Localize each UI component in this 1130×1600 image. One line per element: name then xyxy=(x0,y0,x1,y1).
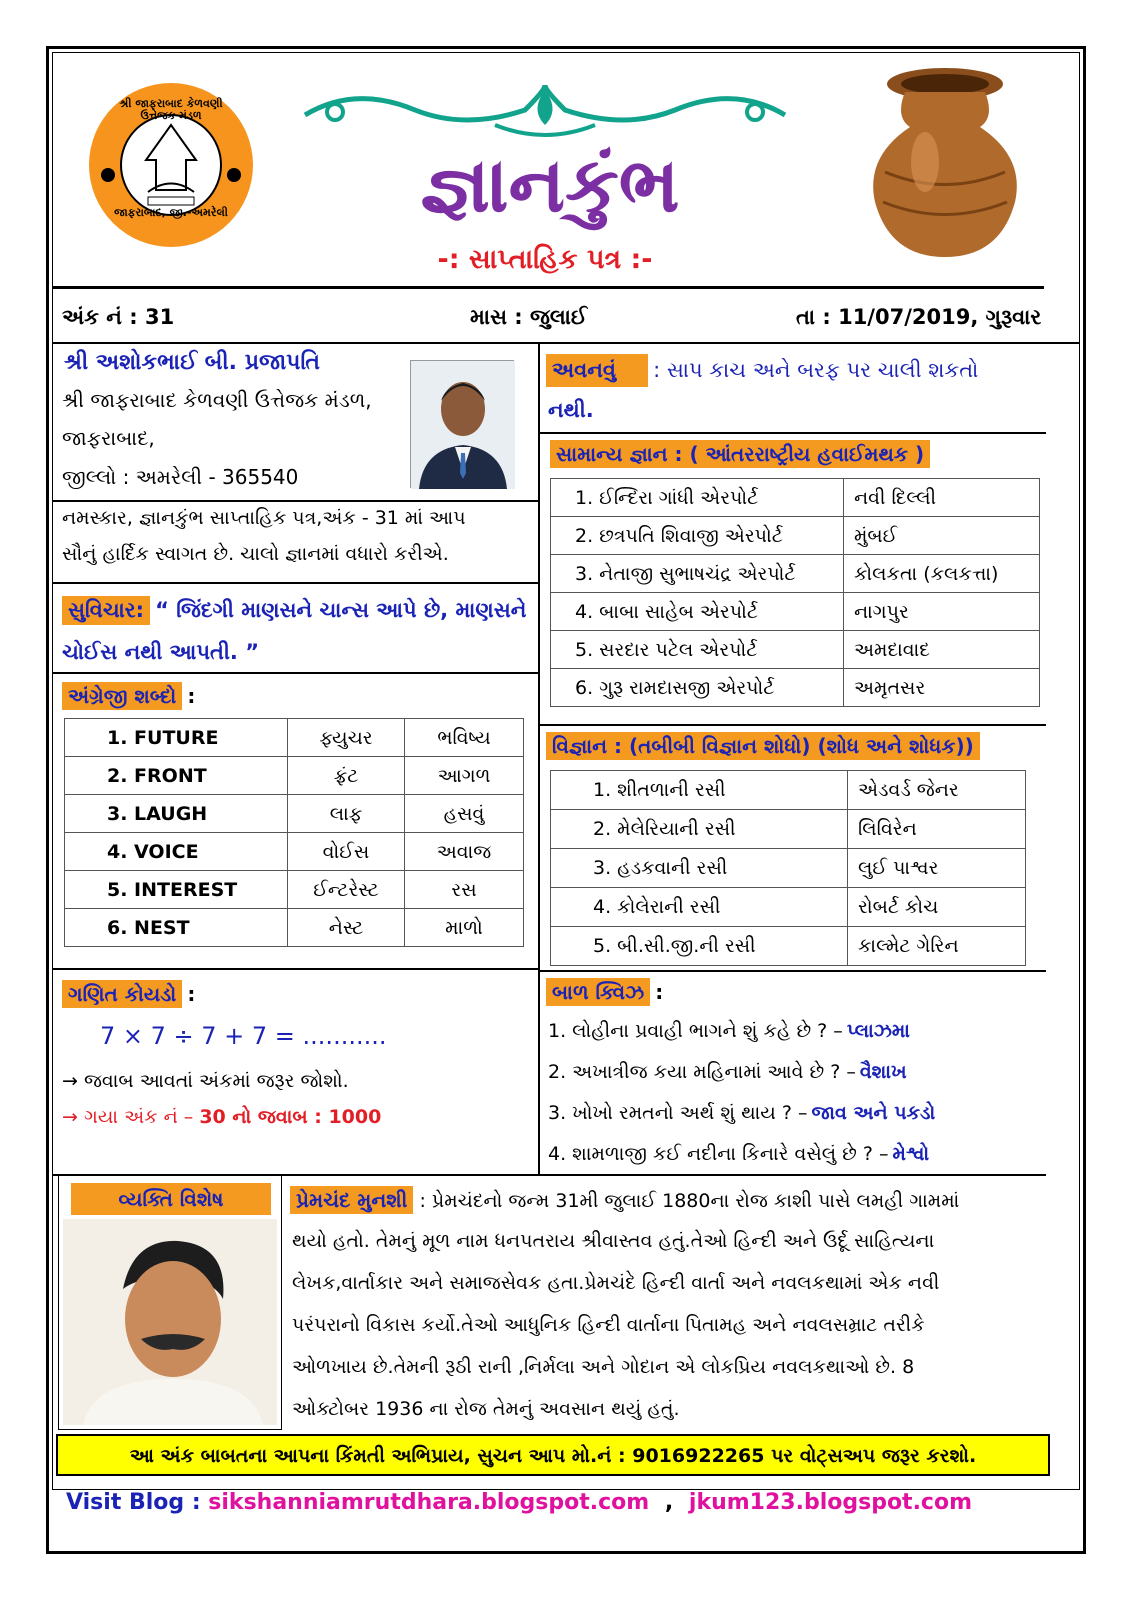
table-row xyxy=(65,795,524,833)
person-line1: : પ્રેમચંદનો જન્મ 31મી જુલાઈ 1880ના રોજ કાશી પાસે લમહી ગામમાં xyxy=(419,1190,960,1212)
english-word: 2. FRONT xyxy=(65,757,288,795)
newsletter-subtitle: -: સાપ્તાહિક પત્ર :- xyxy=(437,244,653,275)
person-section-label: વ્યક્તિ વિશેષ xyxy=(71,1183,271,1215)
table-row xyxy=(65,757,524,795)
infobar-rule xyxy=(52,342,1080,344)
math-label: ગણિત કોયડો xyxy=(62,980,182,1008)
word-meaning: અવાજ xyxy=(405,833,524,871)
editor-rule xyxy=(52,500,538,502)
airport-city: નવી દિલ્લી xyxy=(844,479,1040,517)
airport-city: અમદાવાદ xyxy=(844,631,1040,669)
gk-heading xyxy=(550,440,930,468)
vaccine-name: 2. મેલેરિયાની રસી xyxy=(551,810,848,849)
table-row xyxy=(65,719,524,757)
science-table xyxy=(550,770,1026,966)
airport-name: 2. છત્રપતિ શિવાજી એરપોર્ટ xyxy=(551,517,844,555)
table-row xyxy=(65,871,524,909)
english-word: 3. LAUGH xyxy=(65,795,288,833)
quiz-colon: : xyxy=(655,980,664,1004)
word-pronunciation: નેસ્ટ xyxy=(288,909,405,947)
person-line1-wrap xyxy=(290,1186,1050,1214)
vaccine-inventor: એડવર્ડ જેનર xyxy=(848,771,1026,810)
gk-table xyxy=(550,478,1040,707)
english-words-heading xyxy=(62,682,195,710)
science-label: વિજ્ઞાન : (તબીબી વિજ્ઞાન શોધો) (શોધ અને શોધક)) xyxy=(546,732,980,760)
list-item xyxy=(548,1061,907,1083)
word-pronunciation: ઈન્ટરેસ્ટ xyxy=(288,871,405,909)
person-line3: લેખક,વાર્તાકાર અને સમાજસેવક હતા.પ્રેમચંદે હિન્દી વાર્તા અને નવલકથામાં એક નવી xyxy=(292,1272,940,1294)
editor-address-line2: જાફરાબાદ, xyxy=(62,426,155,450)
english-words-table xyxy=(64,718,524,947)
table-row xyxy=(551,593,1040,631)
issue-number: અંક નં : 31 xyxy=(62,305,175,329)
table-row xyxy=(551,771,1026,810)
airport-city: મુંબઈ xyxy=(844,517,1040,555)
table-row xyxy=(551,479,1040,517)
gk-rule xyxy=(540,724,1046,726)
word-pronunciation: ફ્રંટ xyxy=(288,757,405,795)
airport-city: કોલકતા (કલકત્તા) xyxy=(844,555,1040,593)
table-row xyxy=(551,555,1040,593)
table-row xyxy=(551,669,1040,707)
avanavu-section xyxy=(546,354,1046,387)
list-item xyxy=(548,1020,910,1042)
quiz-heading xyxy=(546,978,663,1006)
airport-city: નાગપુર xyxy=(844,593,1040,631)
table-row xyxy=(65,909,524,947)
table-row xyxy=(65,833,524,871)
school-logo xyxy=(86,80,256,250)
vaccine-inventor: રોબર્ટ કોચ xyxy=(848,888,1026,927)
quiz-answer: મેશ્વો xyxy=(892,1143,930,1165)
math-colon: : xyxy=(187,982,196,1006)
airport-city: અમૃતસર xyxy=(844,669,1040,707)
avanavu-line1: : સાપ કાચ અને બરફ પર ચાલી શકતો xyxy=(653,358,979,382)
blog-line xyxy=(66,1490,972,1515)
list-item xyxy=(548,1102,935,1124)
vaccine-inventor: લિવિરેન xyxy=(848,810,1026,849)
vaccine-name: 5. બી.સી.જી.ની રસી xyxy=(551,927,848,966)
quiz-answer: જાવ અને પકડો xyxy=(811,1102,936,1124)
quiz-question: 1. લોહીના પ્રવાહી ભાગને શું કહે છે ? – xyxy=(548,1020,843,1042)
logo-ring-text: શ્રી જાફરાબાદ કેળવણી ઉત્તેજક મંડળ xyxy=(119,97,223,122)
math-equation: 7 × 7 ÷ 7 + 7 = ........... xyxy=(100,1022,387,1050)
suvichar-line2: ચોઈસ નથી આપતી. ” xyxy=(62,640,260,664)
table-row xyxy=(551,631,1040,669)
person-box xyxy=(58,1174,282,1430)
airport-name: 4. બાબા સાહેબ એરપોર્ટ xyxy=(551,593,844,631)
quiz-label: બાળ ક્વિઝ xyxy=(546,978,650,1006)
editor-portrait-icon xyxy=(411,361,515,489)
table-row xyxy=(551,888,1026,927)
suvichar-rule xyxy=(52,672,538,674)
blog-separator: , xyxy=(664,1490,674,1515)
word-meaning: ભવિષ્ય xyxy=(405,719,524,757)
math-heading xyxy=(62,980,195,1008)
word-meaning: માળો xyxy=(405,909,524,947)
table-row xyxy=(551,517,1040,555)
english-words-label: અંગ્રેજી શબ્દો xyxy=(62,682,182,710)
airport-name: 3. નેતાજી સુભાષચંદ્ર એરપોર્ટ xyxy=(551,555,844,593)
vaccine-name: 4. કોલેરાની રસી xyxy=(551,888,848,927)
vaccine-name: 3. હડકવાની રસી xyxy=(551,849,848,888)
editor-name: શ્રી અશોકભાઈ બી. પ્રજાપતિ xyxy=(64,350,320,375)
premchand-portrait-icon xyxy=(63,1219,277,1425)
pot-icon xyxy=(855,62,1035,262)
english-words-colon: : xyxy=(187,684,196,708)
suvichar-line1: “ જિંદગી માણસને ચાન્સ આપે છે, માણસને xyxy=(155,598,527,622)
airport-name: 5. સરદાર પટેલ એરપોર્ટ xyxy=(551,631,844,669)
quiz-question: 2. અખાત્રીજ કયા મહિનામાં આવે છે ? – xyxy=(548,1061,856,1083)
english-word: 6. NEST xyxy=(65,909,288,947)
issue-month: માસ : જુલાઈ xyxy=(470,305,588,329)
editor-photo xyxy=(410,360,514,488)
newsletter-title: જ્ઞાનકુંભ xyxy=(420,140,680,229)
gk-label: સામાન્ય જ્ઞાન : ( આંતરરાષ્ટ્રીય હવાઈમથક ) xyxy=(550,440,930,468)
logo-bottom-text: જાફરાબાદ, જી.-અમરેલી xyxy=(114,206,228,219)
welcome-line1: નમસ્કાર, જ્ઞાનકુંભ સાપ્તાહિક પત્ર,અંક - 31 માં આપ xyxy=(62,507,466,529)
blog-link-1[interactable]: sikshanniamrutdhara.blogspot.com xyxy=(208,1490,650,1515)
kumbh-pot-image xyxy=(855,62,1035,262)
table-row xyxy=(551,849,1026,888)
person-name: પ્રેમચંદ મુનશી xyxy=(290,1186,413,1214)
math-previous-answer xyxy=(62,1106,381,1128)
avanavu-label: અવનવું xyxy=(546,354,648,387)
vaccine-inventor: લુઈ પાશ્વર xyxy=(848,849,1026,888)
blog-label: Visit Blog : xyxy=(66,1490,201,1515)
english-word: 5. INTEREST xyxy=(65,871,288,909)
word-meaning: હસવું xyxy=(405,795,524,833)
header-rule xyxy=(52,286,1044,289)
person-line4: પરંપરાનો વિકાસ કર્યો.તેઓ આધુનિક હિન્દી વાર્તાના પિતામહ અને નવલસમ્રાટ તરીકે xyxy=(292,1314,925,1336)
vaccine-name: 1. શીતળાની રસી xyxy=(551,771,848,810)
quiz-question: 4. શામળાજી કઈ નદીના કિનારે વસેલું છે ? – xyxy=(548,1143,889,1165)
avanavu-rule xyxy=(540,432,1046,434)
prev-answer-prefix: → ગયા અંક નં – xyxy=(62,1106,200,1128)
words-rule xyxy=(52,968,538,970)
list-item xyxy=(548,1143,929,1165)
person-line2: થયો હતો. તેમનું મૂળ નામ ધનપતરાય શ્રીવાસ્તવ હતું.તેઓ હિન્દી અને ઉર્દૂ સાહિત્યના xyxy=(292,1230,935,1252)
issue-date: તા : 11/07/2019, ગુરૂવાર xyxy=(796,305,1042,329)
editor-address-line3: જીલ્લો : અમરેલી - 365540 xyxy=(62,465,299,489)
math-note: → જવાબ આવતાં અંકમાં જરૂર જોશો. xyxy=(62,1070,349,1092)
quiz-question: 3. ખોખો રમતનો અર્થ શું થાય ? – xyxy=(548,1102,808,1124)
word-meaning: રસ xyxy=(405,871,524,909)
quiz-answer: વૈશાખ xyxy=(859,1061,907,1083)
person-line5: ઓળખાય છે.તેમની રૂઠી રાની ,નિર્મલા અને ગોદાન એ લોકપ્રિય નવલકથાઓ છે. 8 xyxy=(292,1356,915,1378)
airport-name: 1. ઈન્દિરા ગાંધી એરપોર્ટ xyxy=(551,479,844,517)
editor-address-line1: શ્રી જાફરાબાદ કેળવણી ઉત્તેજક મંડળ, xyxy=(62,388,372,412)
blog-link-2[interactable]: jkum123.blogspot.com xyxy=(688,1490,973,1515)
avanavu-line2: નથી. xyxy=(548,398,594,422)
english-word: 1. FUTURE xyxy=(65,719,288,757)
suvichar-label: સુવિચાર: xyxy=(62,596,150,625)
table-row xyxy=(551,810,1026,849)
table-row xyxy=(551,927,1026,966)
english-word: 4. VOICE xyxy=(65,833,288,871)
welcome-line2: સૌનું હાર્દિક સ્વાગત છે. ચાલો જ્ઞાનમાં વધારો કરીએ. xyxy=(62,543,449,565)
airport-name: 6. ગુરૂ રામદાસજી એરપોર્ટ xyxy=(551,669,844,707)
science-heading xyxy=(546,732,980,760)
word-pronunciation: વોઈસ xyxy=(288,833,405,871)
feedback-notice: આ અંક બાબતના આપના કિંમતી અભિપ્રાય, સુચન આપ મો.નં : 9016922265 પર વોટ્સઅપ જરૂર કરશો. xyxy=(56,1434,1050,1476)
welcome-rule xyxy=(52,582,538,584)
suvichar-section xyxy=(62,596,532,625)
column-divider xyxy=(538,344,540,1174)
prev-answer-value: 30 નો જવાબ : 1000 xyxy=(199,1106,382,1128)
science-rule xyxy=(540,970,1046,972)
word-meaning: આગળ xyxy=(405,757,524,795)
person-line6: ઓક્ટોબર 1936 ના રોજ તેમનું અવસાન થયું હતું. xyxy=(292,1398,680,1420)
word-pronunciation: લાફ xyxy=(288,795,405,833)
quiz-answer: પ્લાઝમા xyxy=(846,1020,910,1042)
word-pronunciation: ફ્યુચર xyxy=(288,719,405,757)
vaccine-inventor: કાલ્મેટ ગેરિન xyxy=(848,927,1026,966)
